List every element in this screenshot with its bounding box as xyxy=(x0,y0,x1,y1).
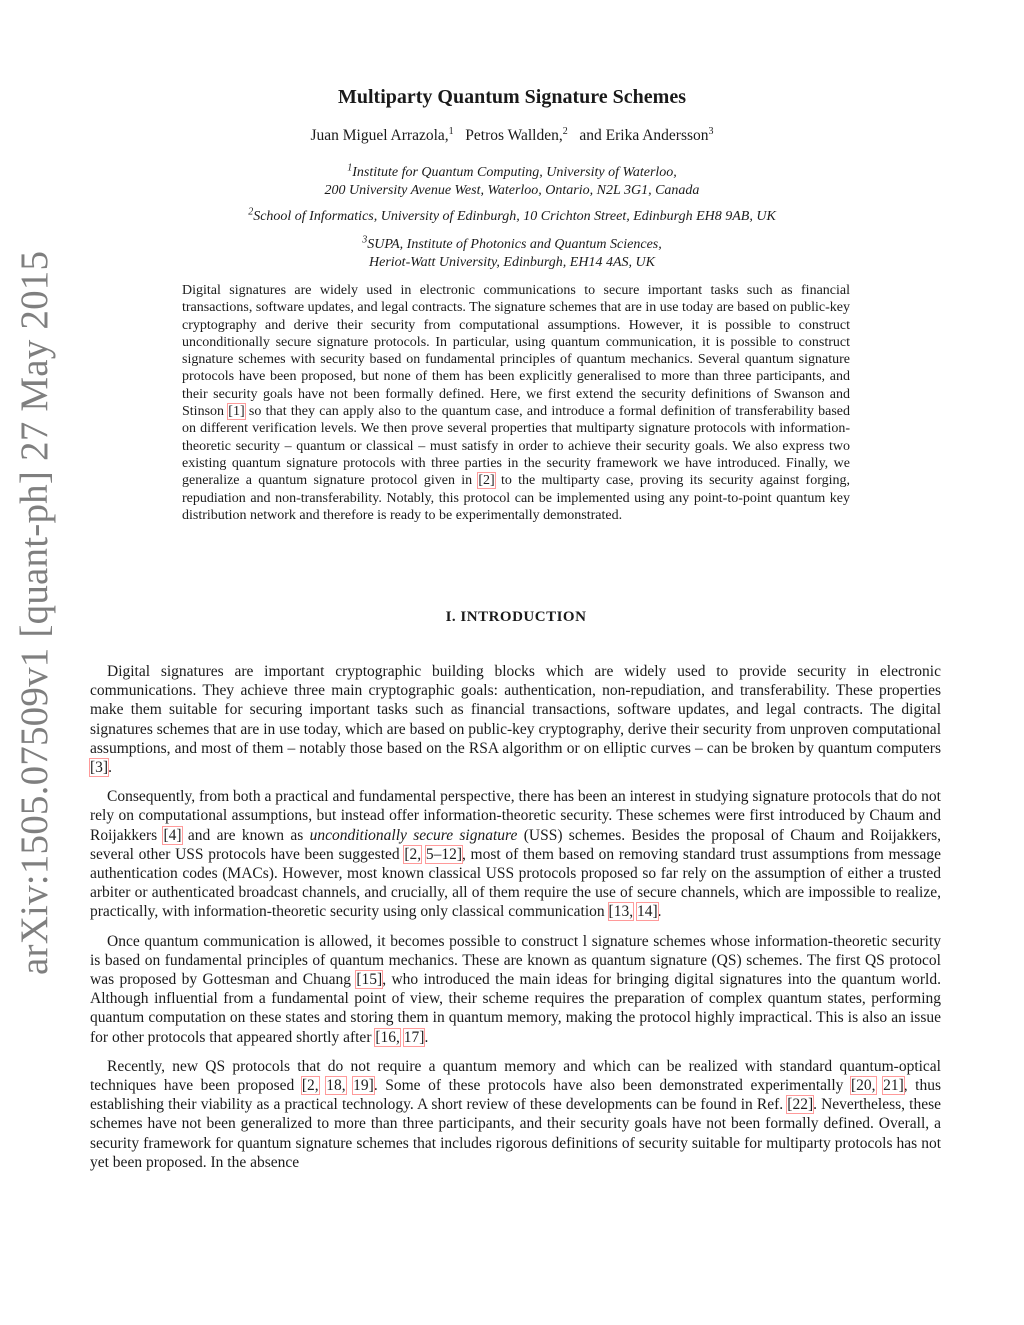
affiliation-mark: 3 xyxy=(362,234,368,246)
affiliation-1 xyxy=(0,164,1024,200)
affiliation-line: Institute for Quantum Computing, University of Waterloo, xyxy=(352,165,677,180)
author-name: Petros Wallden, xyxy=(465,127,563,144)
affiliation-line: 200 University Avenue West, Waterloo, Ontario, N2L 3G1, Canada xyxy=(324,183,700,198)
paragraph-text: Once quantum communication is allowed, it becomes possible to construct l signature schemes whose information-theoretic security is based on fundamental principles of quantum mechanics. These are known as quantum signature (QS) schemes. The first QS protocol was proposed by Gottesman and Chuang xyxy=(90,932,941,989)
paragraph-text: . xyxy=(424,1028,429,1046)
paragraph-text: and are known as xyxy=(187,826,304,844)
citation-link[interactable]: 19] xyxy=(353,1077,374,1095)
paragraph-text: . xyxy=(657,903,662,921)
abstract-text: Digital signatures are widely used in electronic communications to secure important tasks such as financial transactions, software updates, and legal contracts. The signature schemes that are in use today are based on public-key cryptography and derive their security from computational assumptions. However, it is possible to construct unconditionally secure signature protocols. In particular, using quantum communication, it is possible to construct signature schemes with security based on fundamental principles of quantum mechanics. Several quantum signature protocols have been proposed, but none of them has been explicitly generalised to more than three participants, and their security goals have not been formally defined. Here, we first extend the security definitions of Swanson and Stinson xyxy=(182,283,850,420)
paragraph-text: (USS) schemes. Besides the proposal of Chaum and Roijakkers, several other USS protocols have been suggested xyxy=(90,826,942,863)
paragraph xyxy=(90,787,941,921)
citation-link[interactable]: [16, xyxy=(375,1028,400,1046)
paragraph-text: Consequently, from both a practical and fundamental perspective, there has been an interest in studying signature protocols that do not rely on computational assumptions, but instead offer information-theoretic security. These schemes were first introduced by Chaum and Roijakkers xyxy=(90,788,941,844)
paragraph-text: . Some of these protocols have also been demonstrated experimentally xyxy=(373,1077,844,1095)
affiliation-mark: 1 xyxy=(347,162,353,174)
citation-link[interactable]: [22] xyxy=(787,1096,814,1114)
paragraph xyxy=(90,1057,941,1172)
citation-link[interactable]: 21] xyxy=(883,1077,904,1095)
author-name: Juan Miguel Arrazola, xyxy=(310,127,449,144)
author-name: and Erika Andersson xyxy=(579,127,709,144)
citation-link[interactable]: [2, xyxy=(404,845,422,863)
arxiv-sidebar-stamp: arXiv:1505.07509v1 [quant-ph] 27 May 2015 xyxy=(13,250,56,975)
author-list xyxy=(0,127,1024,145)
paragraph-text: Recently, new QS protocols that do not require a quantum memory and which can be realized with standard quantum-optical techniques have been proposed xyxy=(90,1057,941,1095)
affiliation-2 xyxy=(0,208,1024,226)
citation-link[interactable]: 17] xyxy=(403,1028,425,1046)
paper-title: Multiparty Quantum Signature Schemes xyxy=(338,86,686,108)
paragraph xyxy=(90,662,941,777)
citation-link[interactable]: [2] xyxy=(478,473,495,489)
author-affiliation-mark: 2 xyxy=(562,125,568,137)
affiliation-line: Heriot-Watt University, Edinburgh, EH14 4AS, UK xyxy=(369,255,655,270)
section-heading: I. INTRODUCTION xyxy=(445,609,587,625)
emphasis-term: unconditionally secure signature xyxy=(309,826,518,844)
citation-link[interactable]: [15] xyxy=(356,971,383,989)
paragraph-text: , thus establishing their viability as a practical technology. A short review of these developments can be found in Ref. xyxy=(90,1077,942,1114)
affiliation-mark: 2 xyxy=(248,206,254,218)
citation-link[interactable]: [20, xyxy=(850,1077,876,1095)
paragraph-text: . Nevertheless, these schemes have not been generalized to more than three participants, and their security goals have not been formally defined. Overall, a security framework for quantum signature schemes that includes rigorous definitions of security suitable for multiparty protocols has not yet been proposed. In the absence xyxy=(90,1096,941,1171)
affiliation-3 xyxy=(0,236,1024,272)
body-text xyxy=(90,662,941,1182)
citation-link[interactable]: 5–12] xyxy=(425,845,462,863)
citation-link[interactable]: 18, xyxy=(326,1077,346,1095)
citation-link[interactable]: [3] xyxy=(90,759,109,777)
paragraph-text: . xyxy=(108,759,112,777)
citation-link[interactable]: [4] xyxy=(163,826,182,844)
affiliation-line: SUPA, Institute of Photonics and Quantum Sciences, xyxy=(367,237,662,252)
citation-link[interactable]: 14] xyxy=(636,903,658,921)
abstract-text: to the multiparty case, proving its security against forging, repudiation and non-transferability. Notably, this protocol can be implemented using any point-to-point quantum key distribution network and therefore is ready to be experimentally demonstrated. xyxy=(182,473,851,523)
citation-link[interactable]: [13, xyxy=(608,903,634,921)
citation-link[interactable]: [1] xyxy=(228,404,245,420)
paragraph-text: , most of them based on removing standard trust assumptions from message authentication codes (MACs). However, most known classical USS protocols proposed so far rely on the assumption of either a trusted arbiter or authenticated broadcast channels, and crucially, all of them require the use of secure channels, which are impossible to realize, practically, with information-theoretic security using only classical communication xyxy=(90,845,942,921)
paragraph-text: , who introduced the main ideas for bringing digital signatures into the quantum world. Although influential from a fundamental point of view, their scheme requires the preparation of complex quantum states, performing quantum computation on these states and storing them in quantum memory, making the protocol highly impractical. This is also an issue for other protocols that appeared shortly after xyxy=(90,971,941,1046)
paragraph-text: Digital signatures are important cryptographic building blocks which are widely used to provide security in electronic communications. They achieve three main cryptographic goals: authentication, non-repudiation, and transferability. These properties make them suitable for securing important tasks such as financial transactions, software updates, and legal contracts. The digital signatures schemes that are in use today, which are based on public-key cryptography, derive their security from unproven computational assumptions, and most of them – notably those based on the RSA algorithm or on elliptic curves – can be broken by quantum computers xyxy=(90,663,941,757)
affiliation-line: School of Informatics, University of Edinburgh, 10 Crichton Street, Edinburgh EH8 9AB, UK xyxy=(253,209,776,224)
abstract xyxy=(182,282,850,524)
author-affiliation-mark: 3 xyxy=(708,125,714,137)
abstract-text: so that they can apply also to the quantum case, and introduce a formal definition of transferability based on different verification levels. We then prove several properties that multiparty signature protocols with information-theoretic security – quantum or classical – must satisfy in order to achieve their security goals. We also express two existing quantum signature protocols with three parties in the security framework we have introduced. Finally, we generalize a quantum signature protocol given in xyxy=(182,404,850,489)
citation-link[interactable]: [2, xyxy=(301,1077,319,1095)
paragraph xyxy=(90,932,941,1047)
author-affiliation-mark: 1 xyxy=(448,125,454,137)
